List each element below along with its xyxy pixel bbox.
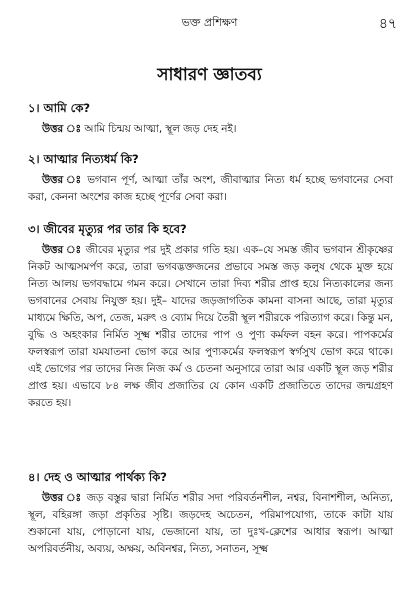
running-title: ভক্ত প্রশিক্ষণ (181, 16, 238, 29)
question-2: ২। আত্মার নিত্যধর্ম কি? (28, 152, 139, 166)
answer-4 (28, 490, 393, 558)
answer-1 (28, 121, 393, 138)
running-header (0, 12, 419, 32)
answer-2 (28, 172, 393, 206)
page-number: ৪৭ (378, 16, 397, 32)
question-1: ১। আমি কে? (28, 101, 91, 115)
answer-text-2: ভগবান পূর্ণ, আত্মা তাঁর অংশ, জীবাত্মার নিত্য ধর্ম হচ্ছে ভগবানের সেবা করা, কেননা অংশের কাজ হচ্ছে পূর্ণের সেবা করা। (28, 174, 393, 203)
answer-label: উত্তর ঃ (42, 492, 83, 504)
qa-item-1 (28, 100, 393, 138)
question-4: ৪। দেহ ও আত্মার পার্থক্য কি? (28, 470, 167, 484)
answer-text-4: জড় বস্তুর দ্বারা নির্মিত শরীর সদা পরিবর্তনশীল, নশ্বর, বিনাশশীল, অনিত্য, স্থূল, বহিরঙ্গা জড়া প্রকৃতির সৃষ্টি। জড়দেহ অচেতন, পরিমাপযোগ্য, তাকে কাটা যায় শুকানো যায়, পোড়ানো যায়, ভেজানো যায়, তা দুঃখ-ক্লেশের আধার স্বরূপ। আত্মা অপরিবর্তনীয়, অব্যয়, অক্ষয়, অবিনশ্বর, নিত্য, সনাতন, সূক্ষ্ম (28, 492, 393, 555)
answer-label: উত্তর ঃ (42, 174, 83, 186)
answer-3 (28, 242, 393, 412)
answer-text-1: আমি চিন্ময় আত্মা, স্থূল জড় দেহ নই। (84, 123, 237, 135)
question-3: ৩। জীবের মৃত্যুর পর তার কি হবে? (28, 222, 187, 236)
qa-item-3 (28, 221, 393, 412)
qa-item-2 (28, 151, 393, 206)
answer-text-3: জীবের মৃত্যুর পর দুই প্রকার গতি হয়। এক–যে সমস্ত জীব ভগবান শ্রীকৃষ্ণের নিকট আত্মসমর্পণ করে, তারা ভগবদ্ভক্তজনের প্রভাবে সমস্ত জড় কলুষ থেকে মুক্ত হয়ে নিত্য আলয় ভগবদ্ধামে গমন করে। সেখানে তারা দিব্য শরীর প্রাপ্ত হয়ে নিত্যকালের জন্য ভগবানের সেবায় নিযুক্ত হয়। দুই– যাদের জড়জাগতিক কামনা বাসনা আছে, তারা মৃত্যুর মাধ্যমে ক্ষিতি, অপ, তেজ, মরুৎ ও ব্যোম দিয়ে তৈরী স্থূল শরীরকে পরিত্যাগ করে। কিন্তু মন, বুদ্ধি ও অহংকার নির্মিত সূক্ষ্ম শরীর তাদের পাপ ও পুণ্য কর্মফল বহন করে। পাপকর্মের ফলস্বরূপ তারা যমযাতনা ভোগ করে আর পুণ্যকর্মের ফলস্বরূপ স্বর্গসুখ ভোগ করে থাকে। এই ভোগের পর তাদের নিজ নিজ কর্ম ও চেতনা অনুসারে তারা আর একটি স্থূল জড় শরীর প্রাপ্ত হয়। এভাবে ৮৪ লক্ষ জীব প্রজাতির যে কোন একটি প্রজাতিতে তাদের জন্মগ্রহণ করতে হয়। (28, 244, 393, 409)
answer-label: উত্তর ঃ (42, 244, 82, 256)
answer-label: উত্তর ঃ (42, 123, 82, 135)
section-title: সাধারণ জ্ঞাতব্য (157, 65, 262, 85)
qa-item-4 (28, 469, 393, 558)
